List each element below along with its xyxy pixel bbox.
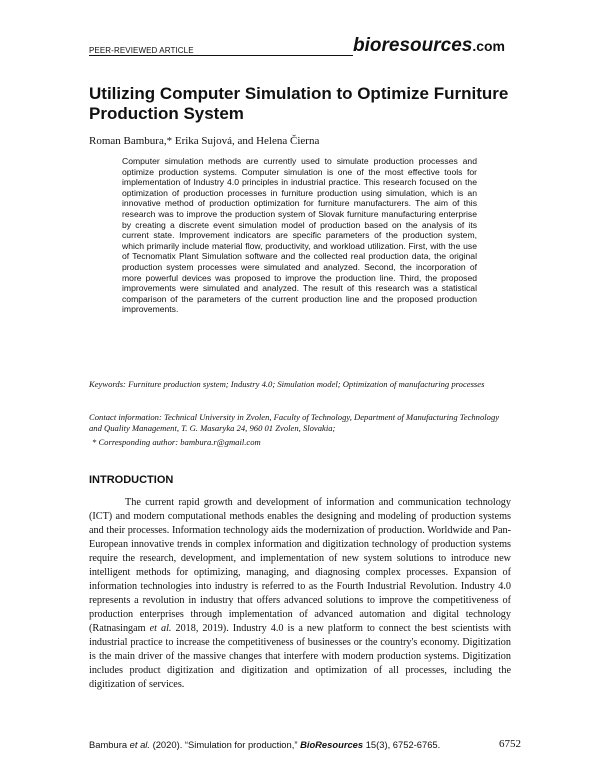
introduction-paragraph [89, 496, 511, 692]
keywords: Keywords: Furniture production system; Industry 4.0; Simulation model; Optimization of manufacturing processes [89, 379, 485, 389]
introduction-body [89, 496, 511, 692]
section-heading: INTRODUCTION [89, 474, 174, 486]
footer-title: (2020). “Simulation for production,” [149, 739, 301, 750]
contact-information: Contact information: Technical University in Zvolen, Faculty of Technology, Department of Manufacturing Technology and Quality Management, T. G. Masaryka 24, 960 01 Zvolen, Slovakia; [89, 412, 500, 433]
page-number: 6752 [499, 738, 521, 750]
abstract: Computer simulation methods are currently used to simulate production processes and optimize production systems. Computer simulation is one of the most effective tools for implementation of Industry 4.0 principles in industrial practice. This research focused on the optimization of production processes in furniture production using simulation, which is an innovative method of production optimization for furniture manufacturers. The aim of this research was to improve the production system of Slovak furniture manufacturing enterprise by creating a discrete event simulation model of production based on the analysis of its current state. Improvement indicators are specific parameters of the production system, which primarily include material flow, productivity, and workload utilization. First, with the use of Tecnomatix Plant Simulation software and the collected real production data, the original production system processes were simulated and analyzed. Second, the incorporation of more powerful devices was proposed to improve the production line. Third, the proposed improvements were simulated and analyzed. The result of this research was a statistical comparison of the parameters of the current production line and the proposed production improvements. [122, 156, 477, 315]
header-rule [89, 55, 353, 56]
page-footer [89, 738, 521, 752]
paragraph-text-end: 2018, 2019). Industry 4.0 is a new platform to connect the best scientists with industrial practice to increase the competitiveness of businesses or the country's economy. Digitization is the main driver of the massive changes that interfere with modern production systems. Digitization includes product digitization and digitization and optimization of all processes, including the digitization of services. [89, 623, 511, 690]
footer-volume: 15(3), 6752-6765. [363, 739, 441, 750]
footer-citation [89, 739, 440, 750]
footer-author: Bambura [89, 739, 130, 750]
article-title: Utilizing Computer Simulation to Optimize Furniture Production System [89, 84, 509, 123]
footer-journal: BioResources [300, 739, 364, 750]
site-logo [353, 35, 505, 57]
paragraph-text-start: The current rapid growth and development of information and communication technology (ICT) and modern computational methods enables the designing and modeling of production systems and their processes. Information technology aids the modernization of production. Worldwide and Pan-European innovative trends in complex information and digitization technology of production systems require the research, development, and implementation of new system solutions to introduce new intelligent methods for optimizing, managing, and diagnosing complex processes. Expansion of information technologies into industry is referred to as the Fourth Industrial Revolution. Industry 4.0 represents a revolution in industry that offers advanced solutions to improve the competitiveness of production enterprises through implementation of advanced automation and digital technology (Ratnasingam [89, 497, 511, 634]
corresponding-author: * Corresponding author: bambura.r@gmail.com [92, 437, 261, 447]
author-list: Roman Bambura,* Erika Sujová, and Helena Čierna [89, 135, 320, 147]
site-logo-main: bioresources [353, 35, 473, 56]
citation-et-al: et al. [149, 623, 172, 634]
site-logo-tld: .com [472, 38, 506, 54]
footer-et-al: et al. [129, 739, 150, 750]
peer-reviewed-label: PEER-REVIEWED ARTICLE [89, 46, 194, 55]
